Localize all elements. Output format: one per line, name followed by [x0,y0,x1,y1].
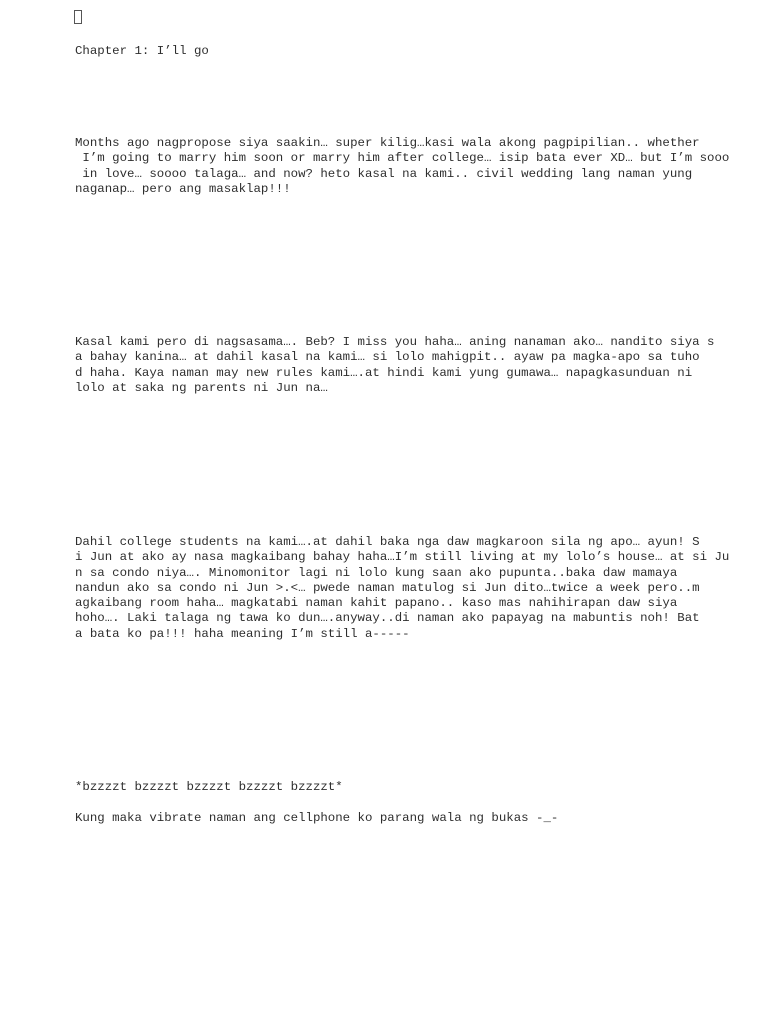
paragraph-line: hoho…. Laki talaga ng tawa ko dun….anyway..di naman ako papayag na mabuntis noh! Bat [75,611,700,626]
paragraph-line: lolo at saka ng parents ni Jun na… [75,380,328,395]
paragraph-line: Kasal kami pero di nagsasama…. Beb? I miss you haha… aning nanaman ako… nandito siya s [75,335,715,349]
chapter-title: Chapter 1: I’ll go [75,44,209,58]
closing-line: Kung maka vibrate naman ang cellphone ko parang wala ng bukas -_- [75,811,559,825]
paragraph-line: Months ago nagpropose siya saakin… super kilig…kasi wala akong pagpipilian.. whether [75,136,700,150]
paragraph-2 [75,335,714,396]
paragraph-line: a bata ko pa!!! haha meaning I’m still a----- [75,626,410,641]
missing-glyph-icon [74,10,82,24]
paragraph-line: naganap… pero ang masaklap!!! [75,181,291,196]
paragraph-line: nandun ako sa condo ni Jun >.<… pwede naman matulog si Jun dito…twice a week pero..m [75,580,700,595]
sound-effect-line: *bzzzzt bzzzzt bzzzzt bzzzzt bzzzzt* [75,780,343,794]
paragraph-1 [75,136,729,197]
paragraph-line: agkaibang room haha… magkatabi naman kahit papano.. kaso mas nahihirapan daw siya [75,596,678,611]
paragraph-line: n sa condo niya…. Minomonitor lagi ni lolo kung saan ako pupunta..baka daw mamaya [75,565,678,580]
paragraph-3 [75,535,729,642]
paragraph-line: a bahay kanina… at dahil kasal na kami… si lolo mahigpit.. ayaw pa magka-apo sa tuho [75,350,700,365]
paragraph-line: i Jun at ako ay nasa magkaibang bahay haha…I’m still living at my lolo’s house… at si Ju [75,550,730,565]
paragraph-line: in love… soooo talaga… and now? heto kasal na kami.. civil wedding lang naman yung [75,166,693,181]
paragraph-line: Dahil college students na kami….at dahil baka nga daw magkaroon sila ng apo… ayun! S [75,535,700,549]
paragraph-line: I’m going to marry him soon or marry him after college… isip bata ever XD… but I’m sooo [75,151,730,166]
paragraph-line: d haha. Kaya naman may new rules kami….at hindi kami yung gumawa… napagkasunduan ni [75,365,693,380]
